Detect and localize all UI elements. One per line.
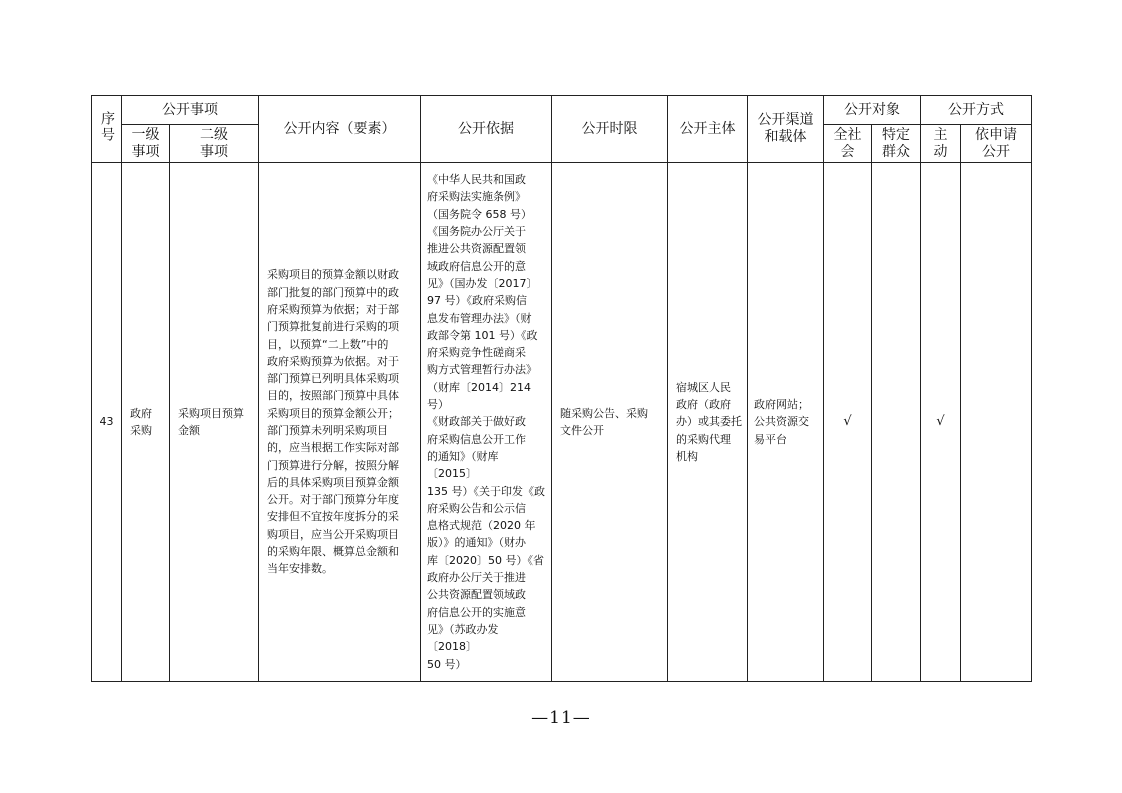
- header-method-active: 主 动: [921, 125, 961, 163]
- header-seq-label: 序号: [99, 110, 115, 143]
- row-time-limit: 随采购公告、采购 文件公开: [552, 163, 668, 682]
- header-level1: 一级 事项: [122, 125, 170, 163]
- header-content: 公开内容（要素）: [259, 96, 421, 163]
- header-audience-specific: 特定 群众: [872, 125, 921, 163]
- header-basis: 公开依据: [421, 96, 552, 163]
- row-level2: 采购项目预算 金额: [170, 163, 259, 682]
- header-subject: 公开主体: [668, 96, 748, 163]
- row-audience-all: √: [824, 163, 872, 682]
- disclosure-table: [91, 95, 1032, 682]
- header-time-limit: 公开时限: [552, 96, 668, 163]
- row-content: 采购项目的预算金额以财政 部门批复的部门预算中的政 府采购预算为依据；对于部 门预算批复前进行采购的项 目，以预算“二上数”中的 政府采购预算为依据。对于 部门预算已列明具体采购项 目的，按照部门预算中具体 采购项目的预算金额公开； 部门预算未列明采购项目 的，应当根据工作实际对部 门预算进行分解，按照分解 后的具体采购项目预算金额 公开。对于部门预算分年度 安排但不宜按年度拆分的采 购项目，应当公开采购项目 的采购年限、概算总金额和 当年安排数。: [259, 163, 421, 682]
- row-seq: 43: [92, 163, 122, 682]
- row-basis: 《中华人民共和国政 府采购法实施条例》 （国务院令 658 号） 《国务院办公厅关于 推进公共资源配置领 域政府信息公开的意 见》（国办发〔2017〕 97 号）《政府采购信 息发布管理办法》（财 政部令第 101 号）《政 府采购竞争性磋商采 购方式管理暂行办法》 （财库〔2014〕214 号） 《财政部关于做好政 府采购信息公开工作 的通知》（财库〔2015〕 135 号）《关于印发《政 府采购公告和公示信 息格式规范（2020 年 版）》的通知》（财办 库〔2020〕50 号）《省 政府办公厅关于推进 公共资源配置领域政 府信息公开的实施意 见》（苏政办发〔2018〕 50 号）: [421, 163, 552, 682]
- header-audience: 公开对象: [824, 96, 921, 125]
- page-number: —11—: [531, 708, 591, 728]
- header-audience-all: 全社 会: [824, 125, 872, 163]
- row-level1: 政府 采购: [122, 163, 170, 682]
- row-method-apply: [961, 163, 1032, 682]
- header-seq: [92, 96, 122, 163]
- row-subject: 宿城区人民 政府（政府 办）或其委托 的采购代理 机构: [668, 163, 748, 682]
- header-channel: 公开渠道 和载体: [748, 96, 824, 163]
- header-method: 公开方式: [921, 96, 1032, 125]
- header-level2: 二级 事项: [170, 125, 259, 163]
- row-method-active: √: [921, 163, 961, 682]
- header-method-apply: 依申请 公开: [961, 125, 1032, 163]
- row-channel: 政府网站； 公共资源交 易平台: [748, 163, 824, 682]
- row-audience-specific: [872, 163, 921, 682]
- header-matter: 公开事项: [122, 96, 259, 125]
- table-row: [92, 163, 1032, 682]
